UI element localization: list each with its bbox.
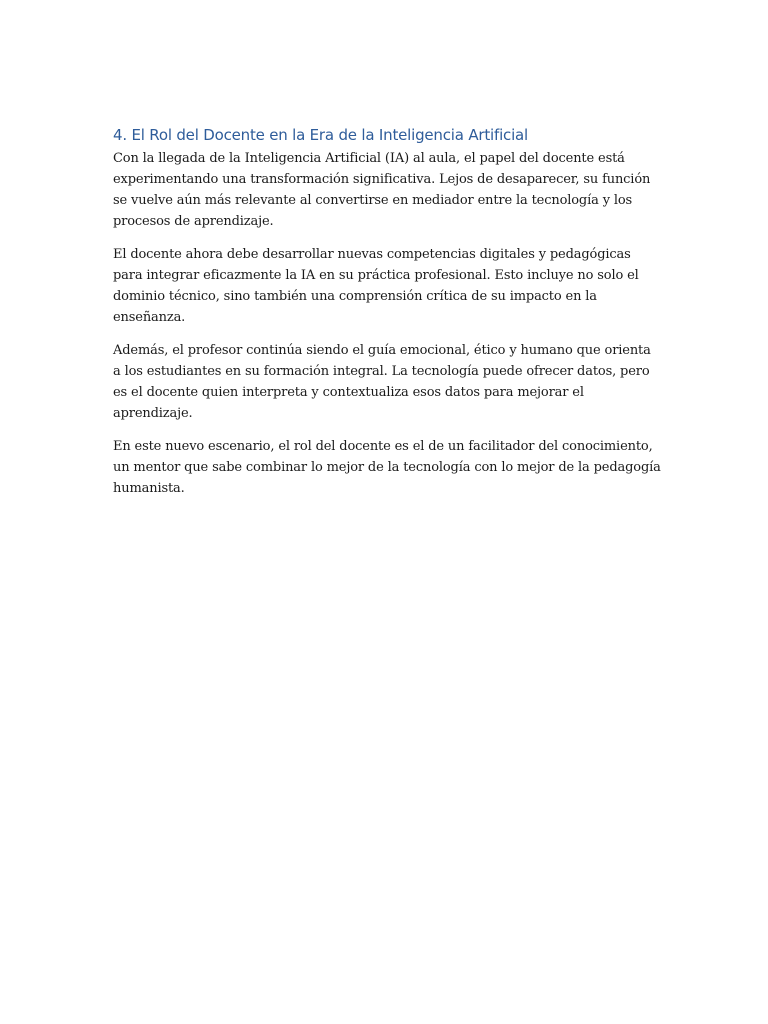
paragraph-2: El docente ahora debe desarrollar nuevas competencias digitales y pedagógicas para integrar eficazmente la IA en su práctica profesional. Esto incluye no solo el dominio técnico, sino también una comprensión crítica de su impacto en la enseñanza. xyxy=(113,247,639,325)
paragraph-1: Con la llegada de la Inteligencia Artificial (IA) al aula, el papel del docente está experimentando una transformación significativa. Lejos de desaparecer, su función se vuelve aún más relevante al convertirse en mediador entre la tecnología y los procesos de aprendizaje. xyxy=(113,151,651,229)
paragraph-3: Además, el profesor continúa siendo el guía emocional, ético y humano que orienta a los estudiantes en su formación integral. La tecnología puede ofrecer datos, pero es el docente quien interpreta y contextualiza esos datos para mejorar el aprendizaje. xyxy=(113,343,651,421)
paragraph-4: En este nuevo escenario, el rol del docente es el de un facilitador del conocimiento, un mentor que sabe combinar lo mejor de la tecnología con lo mejor de la pedagogía humanista. xyxy=(113,439,661,496)
section-heading: 4. El Rol del Docente en la Era de la Inteligencia Artificial xyxy=(113,126,529,144)
document-body xyxy=(113,124,661,511)
